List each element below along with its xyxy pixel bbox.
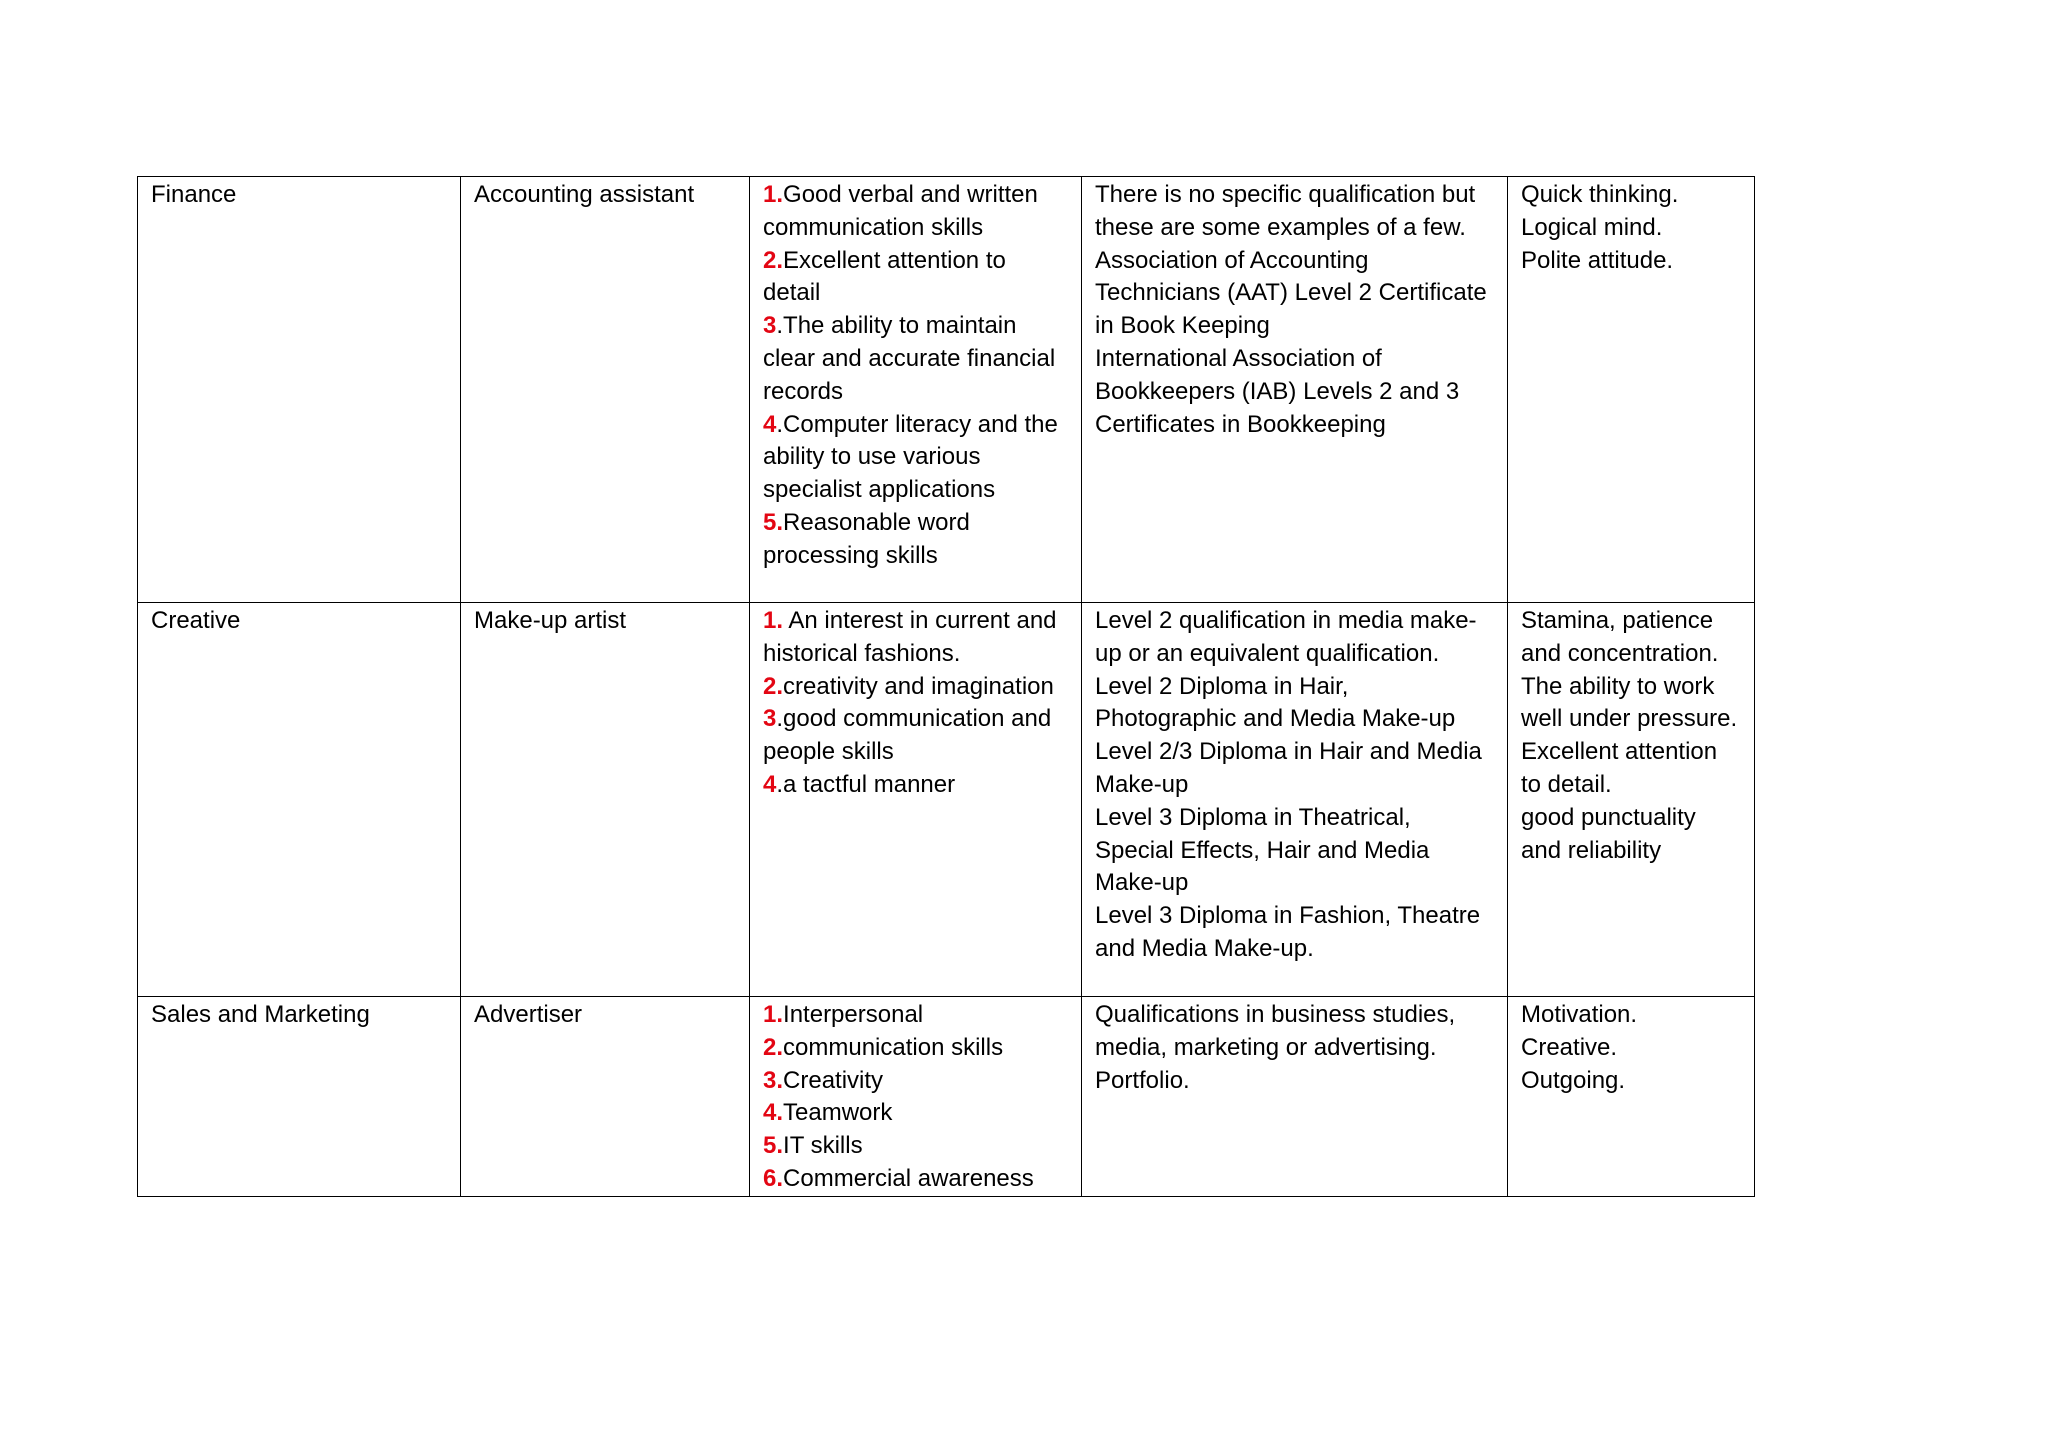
skill-number-dot: . — [776, 1033, 784, 1061]
skill-text: Good verbal and written communication skills — [763, 181, 1038, 241]
table-row — [138, 177, 1755, 603]
qualification-item: Association of Accounting Technicians (AAT) Level 2 Certificate in Book Keeping — [1095, 246, 1487, 340]
skill-number: 3 — [763, 312, 777, 340]
skill-item — [763, 671, 1069, 704]
skill-number-dot: . — [776, 181, 784, 208]
skill-number: 1 — [763, 1001, 777, 1028]
skill-text: Teamwork — [783, 1099, 893, 1127]
skill-text: IT skills — [783, 1132, 863, 1160]
skill-text: An interest in current and historical fashions. — [763, 607, 1057, 667]
quality-item: Motivation. — [1521, 1001, 1638, 1028]
skill-item — [763, 507, 1069, 573]
quality-item: Excellent attention to detail. — [1521, 738, 1718, 798]
skill-number-dot: . — [776, 770, 784, 798]
skill-number-dot: . — [776, 1099, 784, 1127]
skill-text: Excellent attention to detail — [763, 246, 1006, 307]
skill-number-dot: . — [776, 1066, 784, 1094]
table-row — [138, 603, 1755, 997]
sector-cell: Creative — [138, 603, 461, 997]
table-row — [138, 997, 1755, 1197]
skill-item — [763, 999, 1069, 1032]
skill-item — [763, 1097, 1069, 1130]
job-title-cell: Accounting assistant — [461, 177, 750, 603]
personal-qualities-cell — [1508, 603, 1755, 997]
skill-item — [763, 769, 1069, 802]
skill-number-dot: . — [776, 607, 784, 634]
skill-number-dot: . — [776, 705, 784, 733]
skill-item — [763, 1032, 1069, 1065]
qualification-item: Level 2/3 Diploma in Hair and Media Make-up — [1095, 738, 1482, 798]
quality-item: Polite attitude. — [1521, 246, 1674, 274]
qualification-item: There is no specific qualification but these are some examples of a few. — [1095, 181, 1476, 241]
qualification-item: Level 2 Diploma in Hair, Photographic and Media Make-up — [1095, 672, 1456, 733]
skills-cell — [750, 177, 1082, 603]
qualifications-cell — [1082, 997, 1508, 1197]
skill-number: 1 — [763, 607, 777, 634]
skill-text: Creativity — [783, 1066, 884, 1094]
skill-number: 1 — [763, 181, 777, 208]
skill-item — [763, 245, 1069, 311]
skill-number-dot: . — [776, 312, 784, 340]
skill-item — [763, 1065, 1069, 1098]
skill-item — [763, 1130, 1069, 1163]
careers-table — [137, 176, 1755, 1197]
skill-number: 3 — [763, 705, 777, 733]
skills-cell — [750, 603, 1082, 997]
skill-number-dot: . — [776, 1164, 784, 1192]
skill-number: 4 — [763, 770, 777, 798]
quality-item: Quick thinking. — [1521, 181, 1679, 208]
sector-cell: Sales and Marketing — [138, 997, 461, 1197]
personal-qualities-cell — [1508, 997, 1755, 1197]
table-body — [138, 177, 1755, 1197]
quality-item: Stamina, patience and concentration. — [1521, 607, 1719, 667]
skill-number: 2 — [763, 246, 777, 274]
qualification-item: Level 2 qualification in media make-up or an equivalent qualification. — [1095, 607, 1477, 667]
skill-number: 2 — [763, 1033, 777, 1061]
skill-text: creativity and imagination — [783, 672, 1054, 700]
skill-item — [763, 310, 1069, 408]
skill-text: Computer literacy and the ability to use various specialist applications — [763, 410, 1058, 504]
skill-text: Commercial awareness — [783, 1164, 1034, 1192]
job-title-cell: Make-up artist — [461, 603, 750, 997]
skill-number: 5 — [763, 1132, 777, 1160]
qualification-item: Qualifications in business studies, media, marketing or advertising. — [1095, 1001, 1456, 1061]
skill-text: a tactful manner — [783, 770, 956, 798]
qualification-item: International Association of Bookkeepers (IAB) Levels 2 and 3 Certificates in Bookkeeping — [1095, 344, 1460, 438]
skill-number: 4 — [763, 1099, 777, 1127]
qualifications-cell — [1082, 603, 1508, 997]
skill-text: good communication and people skills — [763, 705, 1052, 766]
skill-number-dot: . — [776, 246, 784, 274]
skill-number-dot: . — [776, 1132, 784, 1160]
quality-item: Logical mind. — [1521, 213, 1663, 241]
skill-number: 3 — [763, 1066, 777, 1094]
skill-number: 5 — [763, 508, 777, 536]
skill-text: communication skills — [783, 1033, 1004, 1061]
quality-item: Outgoing. — [1521, 1066, 1626, 1094]
qualification-item: Level 3 Diploma in Fashion, Theatre and Media Make-up. — [1095, 902, 1481, 962]
quality-item: The ability to work well under pressure. — [1521, 672, 1738, 733]
job-title-cell: Advertiser — [461, 997, 750, 1197]
skill-number: 2 — [763, 672, 777, 700]
skill-text: Interpersonal — [783, 1001, 924, 1028]
skill-number-dot: . — [776, 1001, 784, 1028]
skills-cell — [750, 997, 1082, 1197]
skill-item — [763, 179, 1069, 245]
skill-item — [763, 605, 1069, 671]
skill-number: 4 — [763, 410, 777, 438]
skill-number: 6 — [763, 1164, 777, 1192]
qualification-item: Level 3 Diploma in Theatrical, Special Effects, Hair and Media Make-up — [1095, 803, 1430, 897]
sector-cell: Finance — [138, 177, 461, 603]
personal-qualities-cell — [1508, 177, 1755, 603]
skill-text: Reasonable word processing skills — [763, 508, 970, 569]
qualification-item: Portfolio. — [1095, 1066, 1190, 1094]
qualifications-cell — [1082, 177, 1508, 603]
skill-item — [763, 409, 1069, 507]
skill-number-dot: . — [776, 410, 784, 438]
skill-text: The ability to maintain clear and accurate financial records — [763, 312, 1056, 405]
skill-number-dot: . — [776, 508, 784, 536]
quality-item: Creative. — [1521, 1033, 1618, 1061]
skill-number-dot: . — [776, 672, 784, 700]
skill-item — [763, 1163, 1069, 1196]
quality-item: good punctuality and reliability — [1521, 803, 1696, 864]
skill-item — [763, 703, 1069, 769]
